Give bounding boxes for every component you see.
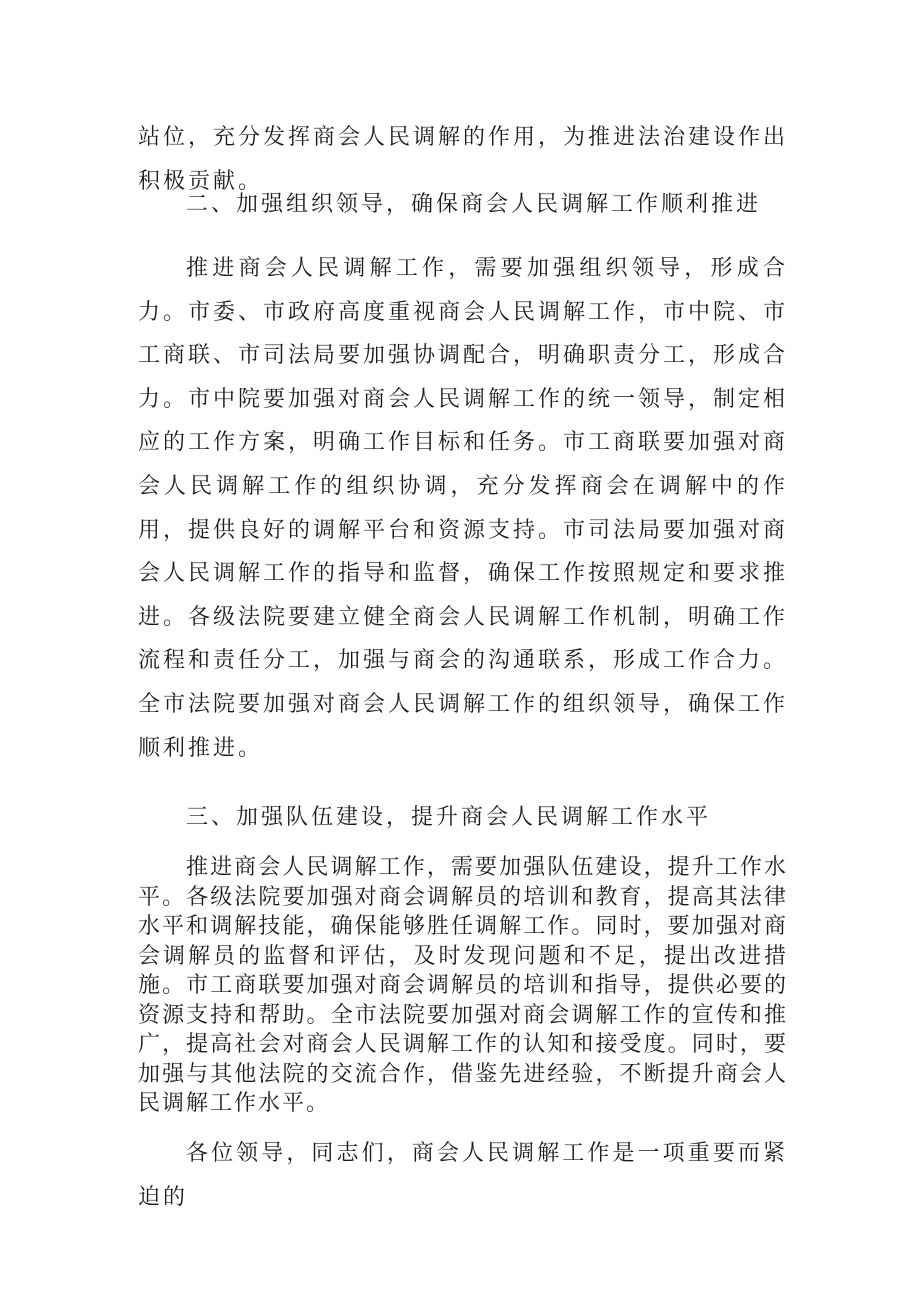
paragraph-closing: 各位领导，同志们，商会人民调解工作是一项重要而紧迫的 (138, 1141, 788, 1210)
paragraph-section-3: 推进商会人民调解工作，需要加强队伍建设，提升工作水平。各级法院要加强对商会调解员的培训和教育，提高其法律水平和调解技能，确保能够胜任调解工作。同时，要加强对商会调解员的监督和评估，及时发现问题和不足，提出改进措施。市工商联要加强对商会调解员的培训和指导，提供必要的资源支持和帮助。全市法院要加强对商会调解工作的宣传和推广，提高社会对商会人民调解工作的认知和接受度。同时，要加强与其他法院的交流合作，借鉴先进经验，不断提升商会人民调解工作水平。 (138, 855, 788, 1116)
section-heading-3: 三、加强队伍建设，提升商会人民调解工作水平 (186, 805, 712, 830)
section-heading-2: 二、加强组织领导，确保商会人民调解工作顺利推进 (186, 192, 762, 217)
paragraph-section-2: 推进商会人民调解工作，需要加强组织领导，形成合力。市委、市政府高度重视商会人民调解工作，市中院、市工商联、市司法局要加强协调配合，明确职责分工，形成合力。市中院要加强对商会人民调解工作的统一领导，制定相应的工作方案，明确工作目标和任务。市工商联要加强对商会人民调解工作的组织协调，充分发挥商会在调解中的作用，提供良好的调解平台和资源支持。市司法局要加强对商会人民调解工作的指导和监督，确保工作按照规定和要求推进。各级法院要建立健全商会人民调解工作机制，明确工作流程和责任分工，加强与商会的沟通联系，形成工作合力。全市法院要加强对商会人民调解工作的组织领导，确保工作顺利推进。 (138, 256, 789, 761)
paragraph-continuation: 站位，充分发挥商会人民调解的作用，为推进法治建设作出积极贡献。 (138, 125, 789, 194)
